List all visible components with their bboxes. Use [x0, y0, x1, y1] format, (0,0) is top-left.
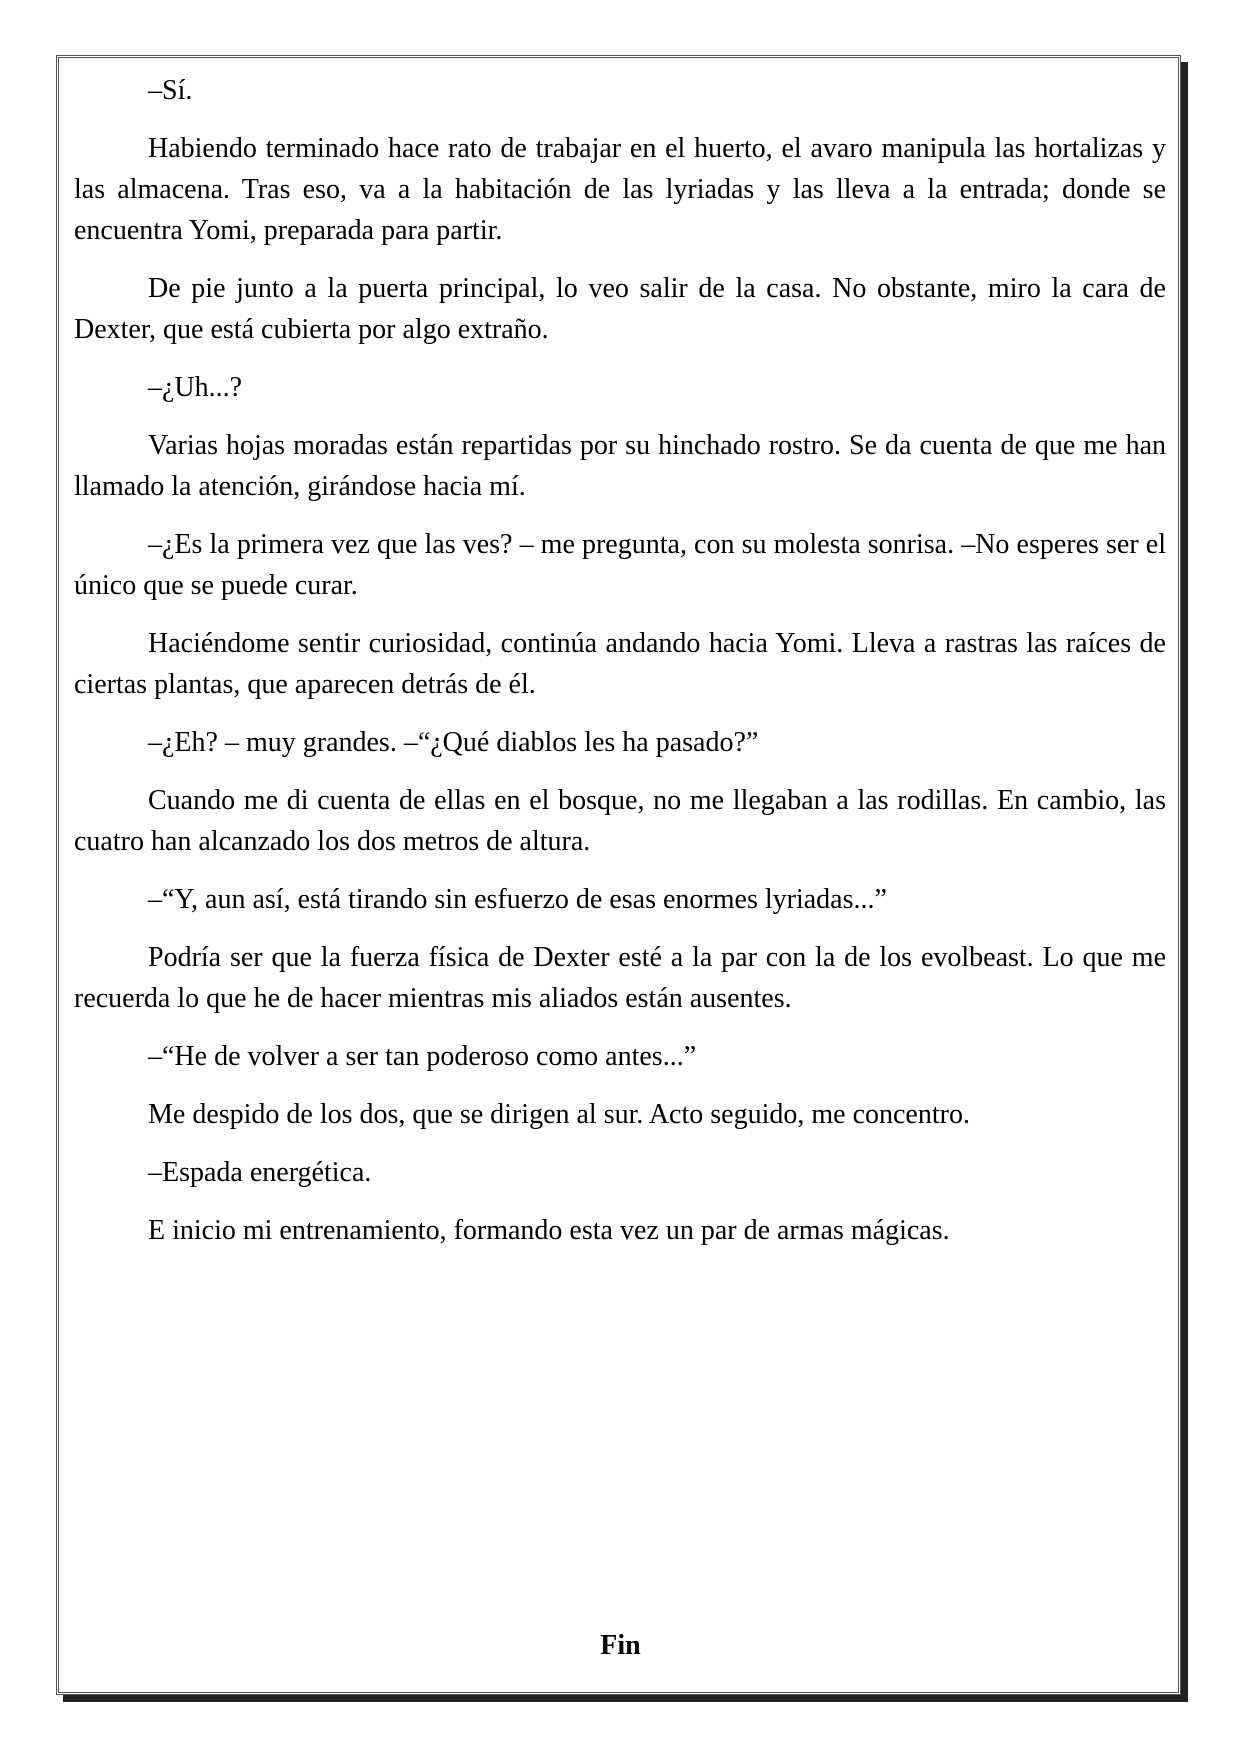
paragraph-12: –“He de volver a ser tan poderoso como antes...”	[148, 1041, 697, 1072]
end-marker: Fin	[600, 1630, 641, 1661]
paragraph-5: Varias hojas moradas están repartidas por su hinchado rostro. Se da cuenta de que me han llamado la atención, girándose hacia mí.	[74, 430, 1166, 502]
paragraph-7: Haciéndome sentir curiosidad, continúa andando hacia Yomi. Lleva a rastras las raíces de ciertas plantas, que aparecen detrás de él.	[74, 628, 1166, 700]
paragraph-3: De pie junto a la puerta principal, lo veo salir de la casa. No obstante, miro la cara de Dexter, que está cubierta por algo extraño.	[74, 273, 1166, 345]
paragraph-4: –¿Uh...?	[148, 372, 243, 403]
paragraph-9: Cuando me di cuenta de ellas en el bosque, no me llegaban a las rodillas. En cambio, las cuatro han alcanzado los dos metros de altura.	[74, 785, 1166, 857]
document-body	[74, 70, 1166, 1268]
paragraph-2: Habiendo terminado hace rato de trabajar en el huerto, el avaro manipula las hortalizas y las almacena. Tras eso, va a la habitación de las lyriadas y las lleva a la entrada; donde se encuentra Yomi, preparada para partir.	[74, 133, 1166, 246]
paragraph-8: –¿Eh? – muy grandes. –“¿Qué diablos les ha pasado?”	[148, 727, 759, 758]
paragraph-1: –Sí.	[148, 75, 193, 106]
paragraph-10: –“Y, aun así, está tirando sin esfuerzo de esas enormes lyriadas...”	[148, 884, 887, 915]
paragraph-15: E inicio mi entrenamiento, formando esta vez un par de armas mágicas.	[148, 1215, 950, 1246]
paragraph-6: –¿Es la primera vez que las ves? – me pregunta, con su molesta sonrisa. –No esperes ser el único que se puede curar.	[74, 529, 1166, 601]
paragraph-13: Me despido de los dos, que se dirigen al sur. Acto seguido, me concentro.	[148, 1099, 970, 1130]
paragraph-11: Podría ser que la fuerza física de Dexter esté a la par con la de los evolbeast. Lo que me recuerda lo que he de hacer mientras mis aliados están ausentes.	[74, 942, 1166, 1014]
paragraph-14: –Espada energética.	[148, 1157, 372, 1188]
